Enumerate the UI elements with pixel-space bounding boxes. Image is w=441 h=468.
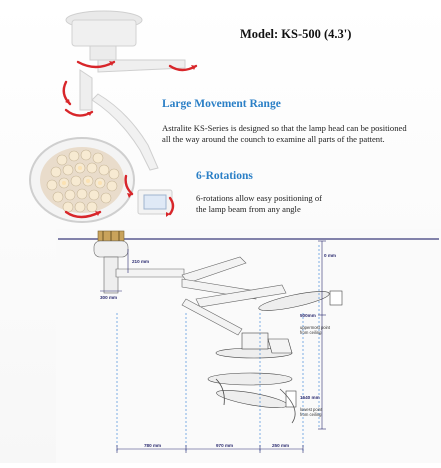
movement-line-2: all the way around the counch to examine all parts of the pattent. (162, 134, 385, 144)
rotations-line-1: 6-rotations allow easy positioning of (196, 193, 323, 203)
note-lower-1: lowest point (300, 407, 323, 412)
section-title-rotations: 6-Rotations (196, 170, 253, 182)
section-title-movement: Large Movement Range (162, 98, 281, 110)
dimension-drawing (56, 229, 441, 463)
model-title: Model: KS-500 (4.3') (240, 27, 352, 41)
note-lower-2: from ceiling (300, 412, 322, 417)
dim-250: 250 mm (272, 443, 290, 448)
dim-300: 300 mm (100, 295, 118, 300)
note-upper-1: uppermost point (300, 325, 331, 330)
dim-780: 780 mm (144, 443, 162, 448)
dim-210: 210 mm (132, 259, 150, 264)
note-upper-2: from ceiling (300, 330, 322, 335)
dim-500: 500mm (300, 313, 316, 318)
dim-970: 970 mm (216, 443, 234, 448)
dim-0: 0 mm (324, 253, 337, 258)
section-body-movement (162, 123, 438, 145)
rotations-line-2: the lamp beam from any angle (196, 204, 301, 214)
section-body-rotations (196, 193, 426, 215)
dimension-drawing-panel (56, 229, 441, 463)
dim-1640: 1640 mm (300, 395, 320, 400)
movement-line-1: Astralite KS-Series is designed so that the lamp head can be positioned (162, 123, 407, 133)
